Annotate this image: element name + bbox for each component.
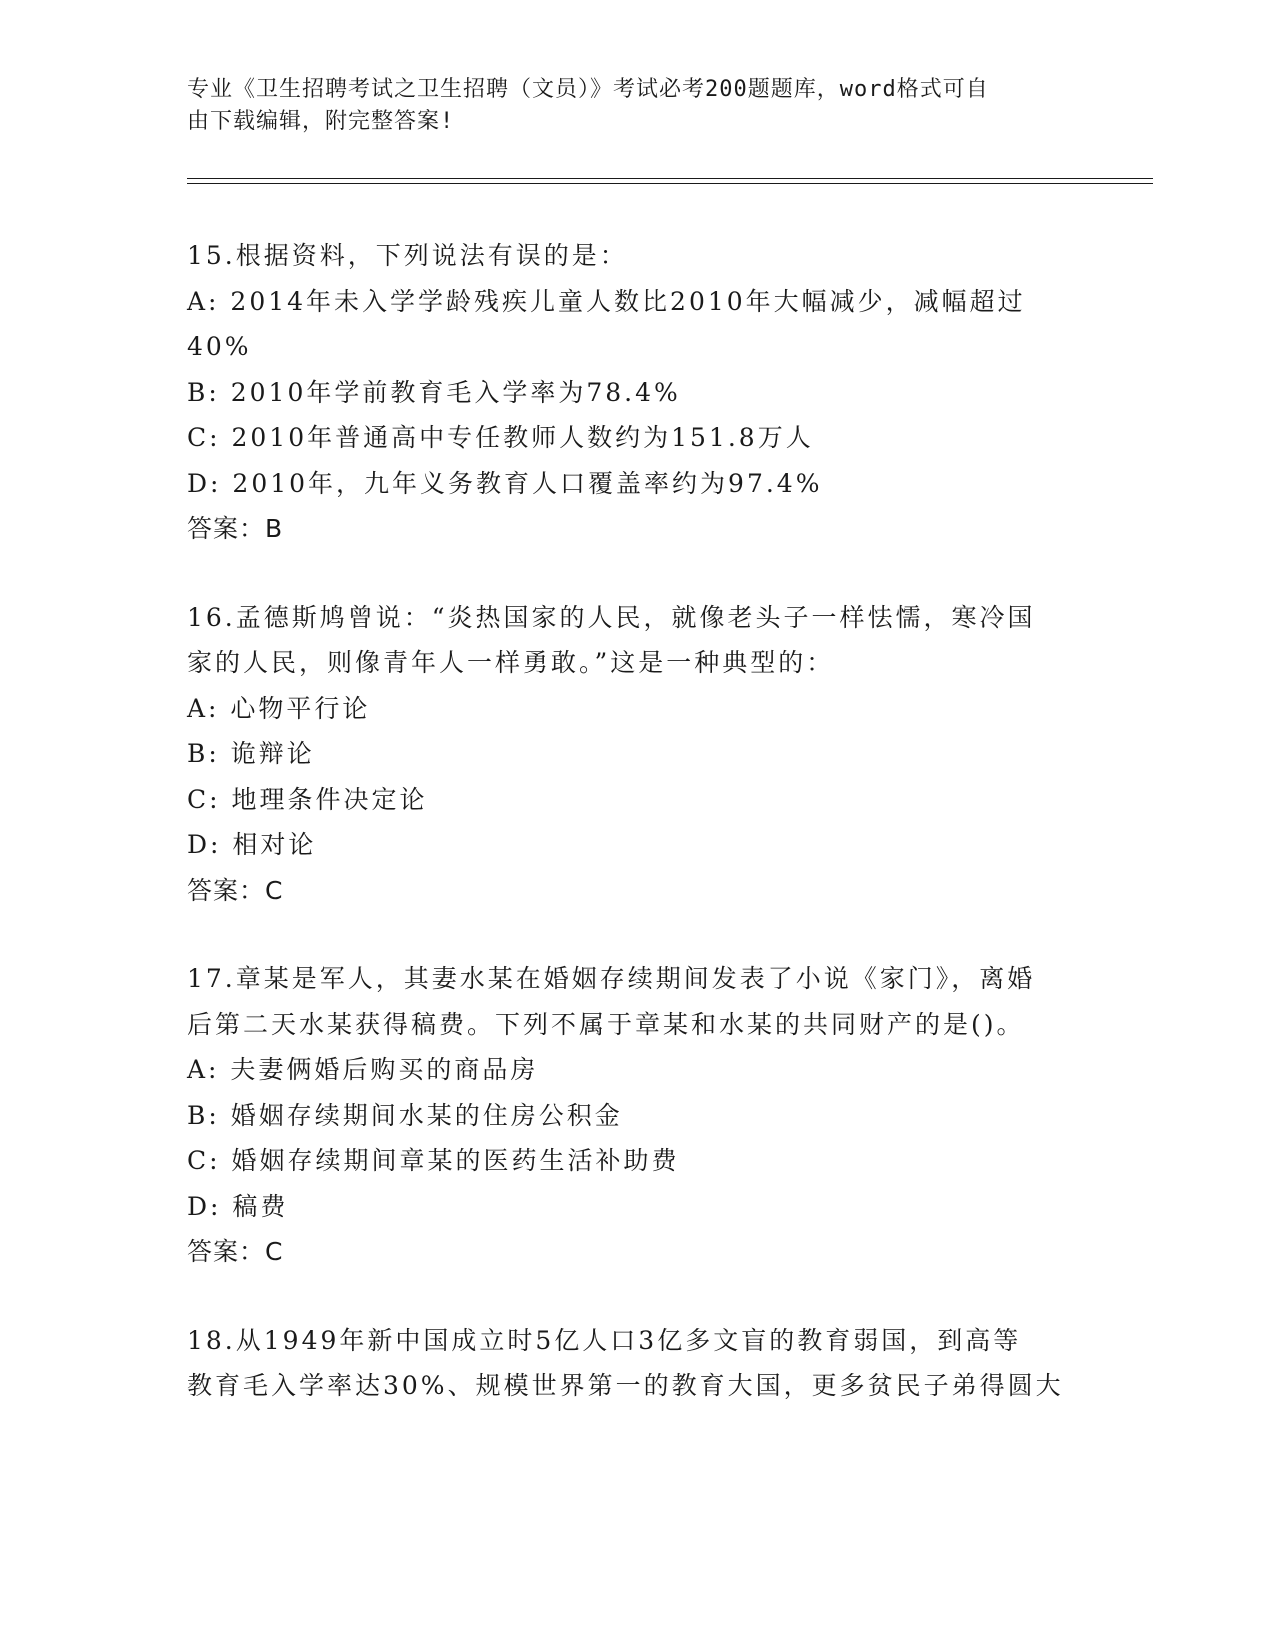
header-divider-top [187, 178, 1153, 179]
option-a: A: 2014年未入学学龄残疾儿童人数比2010年大幅减少，减幅超过 [187, 286, 1026, 316]
option-d: D: 稿费 [187, 1191, 289, 1221]
option-a: A: 夫妻俩婚后购买的商品房 [187, 1055, 539, 1084]
header-line: 由下载编辑，附完整答案! [187, 109, 455, 134]
option-c: C: 2010年普通高中专任教师人数约为151.8万人 [187, 423, 814, 452]
question-stem-continued: 教育毛入学率达30%、规模世界第一的教育大国，更多贫民子弟得圆大 [187, 1371, 1064, 1400]
option-d: D: 相对论 [187, 830, 317, 859]
header-divider-bottom [187, 183, 1153, 184]
option-b: B: 诡辩论 [187, 739, 315, 768]
option-b: B: 2010年学前教育毛入学率为78.4% [187, 377, 681, 407]
question-17 [187, 956, 1087, 1275]
question-stem-continued: 后第二天水某获得稿费。下列不属于章某和水某的共同财产的是()。 [187, 1009, 1025, 1039]
question-stem: 16.孟德斯鸠曾说：“炎热国家的人民，就像老头子一样怯懦，寒冷国 [187, 602, 1036, 632]
question-stem: 17.章某是军人，其妻水某在婚姻存续期间发表了小说《家门》，离婚 [187, 964, 1036, 993]
option-a: A: 心物平行论 [187, 693, 371, 723]
option-a-continued: 40% [187, 332, 252, 361]
question-stem: 15.根据资料，下列说法有误的是： [187, 241, 628, 270]
question-15 [187, 233, 1087, 552]
option-c: C: 地理条件决定论 [187, 784, 428, 814]
answer: 答案：B [187, 514, 284, 543]
answer: 答案：C [187, 875, 284, 905]
question-stem: 18.从1949年新中国成立时5亿人口3亿多文盲的教育弱国，到高等 [187, 1325, 1022, 1355]
option-c: C: 婚姻存续期间章某的医药生活补助费 [187, 1146, 680, 1175]
document-header [187, 74, 1087, 138]
question-18 [187, 1318, 1087, 1409]
option-d: D: 2010年，九年义务教育人口覆盖率约为97.4% [187, 468, 823, 498]
question-list [187, 233, 1087, 1452]
answer: 答案：C [187, 1237, 284, 1266]
question-stem-continued: 家的人民，则像青年人一样勇敢。”这是一种典型的： [187, 648, 835, 677]
question-16 [187, 595, 1087, 914]
option-b: B: 婚姻存续期间水某的住房公积金 [187, 1100, 623, 1130]
header-line: 专业《卫生招聘考试之卫生招聘（文员）》考试必考200题题库，word格式可自 [187, 77, 989, 102]
